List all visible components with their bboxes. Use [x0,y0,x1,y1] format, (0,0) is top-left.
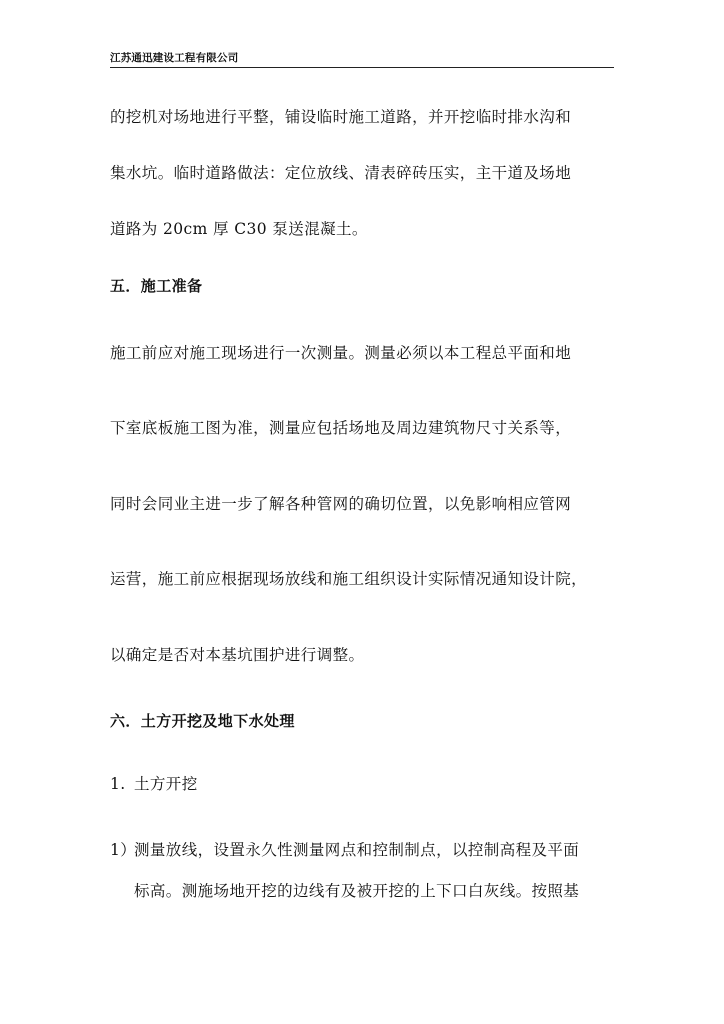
paragraph-line: 运营，施工前应根据现场放线和施工组织设计实际情况通知设计院， [110,570,588,588]
page-header [110,51,614,68]
list-item-text: 测量放线，设置永久性测量网点和控制制点，以控制高程及平面 [134,841,580,859]
paragraph-line: 以确定是否对本基坑围护进行调整。 [110,646,365,664]
paragraph-line: 道路为 20cm 厚 C30 泵送混凝土。 [110,220,368,238]
subsection-title: 土方开挖 [134,775,198,793]
section-heading-6: 六．土方开挖及地下水处理 [110,712,295,730]
company-name: 江苏通迅建设工程有限公司 [110,52,239,64]
list-item [110,840,579,860]
paragraph-line: 同时会同业主进一步了解各种管网的确切位置，以免影响相应管网 [110,495,572,513]
list-item-number: 1） [110,841,137,859]
paragraph-line: 施工前应对施工现场进行一次测量。测量必须以本工程总平面和地 [110,344,572,362]
subsection-heading [110,774,198,794]
paragraph-line: 下室底板施工图为准，测量应包括场地及周边建筑物尺寸关系等， [110,419,572,437]
section-heading-5: 五．施工准备 [110,277,203,295]
paragraph-line: 集水坑。临时道路做法：定位放线、清表碎砖压实，主干道及场地 [110,164,572,182]
list-item-continuation: 标高。测施场地开挖的边线有及被开挖的上下口白灰线。按照基 [134,882,580,900]
paragraph-line: 的挖机对场地进行平整，铺设临时施工道路，并开挖临时排水沟和 [110,108,572,126]
subsection-number: 1. [110,775,126,793]
